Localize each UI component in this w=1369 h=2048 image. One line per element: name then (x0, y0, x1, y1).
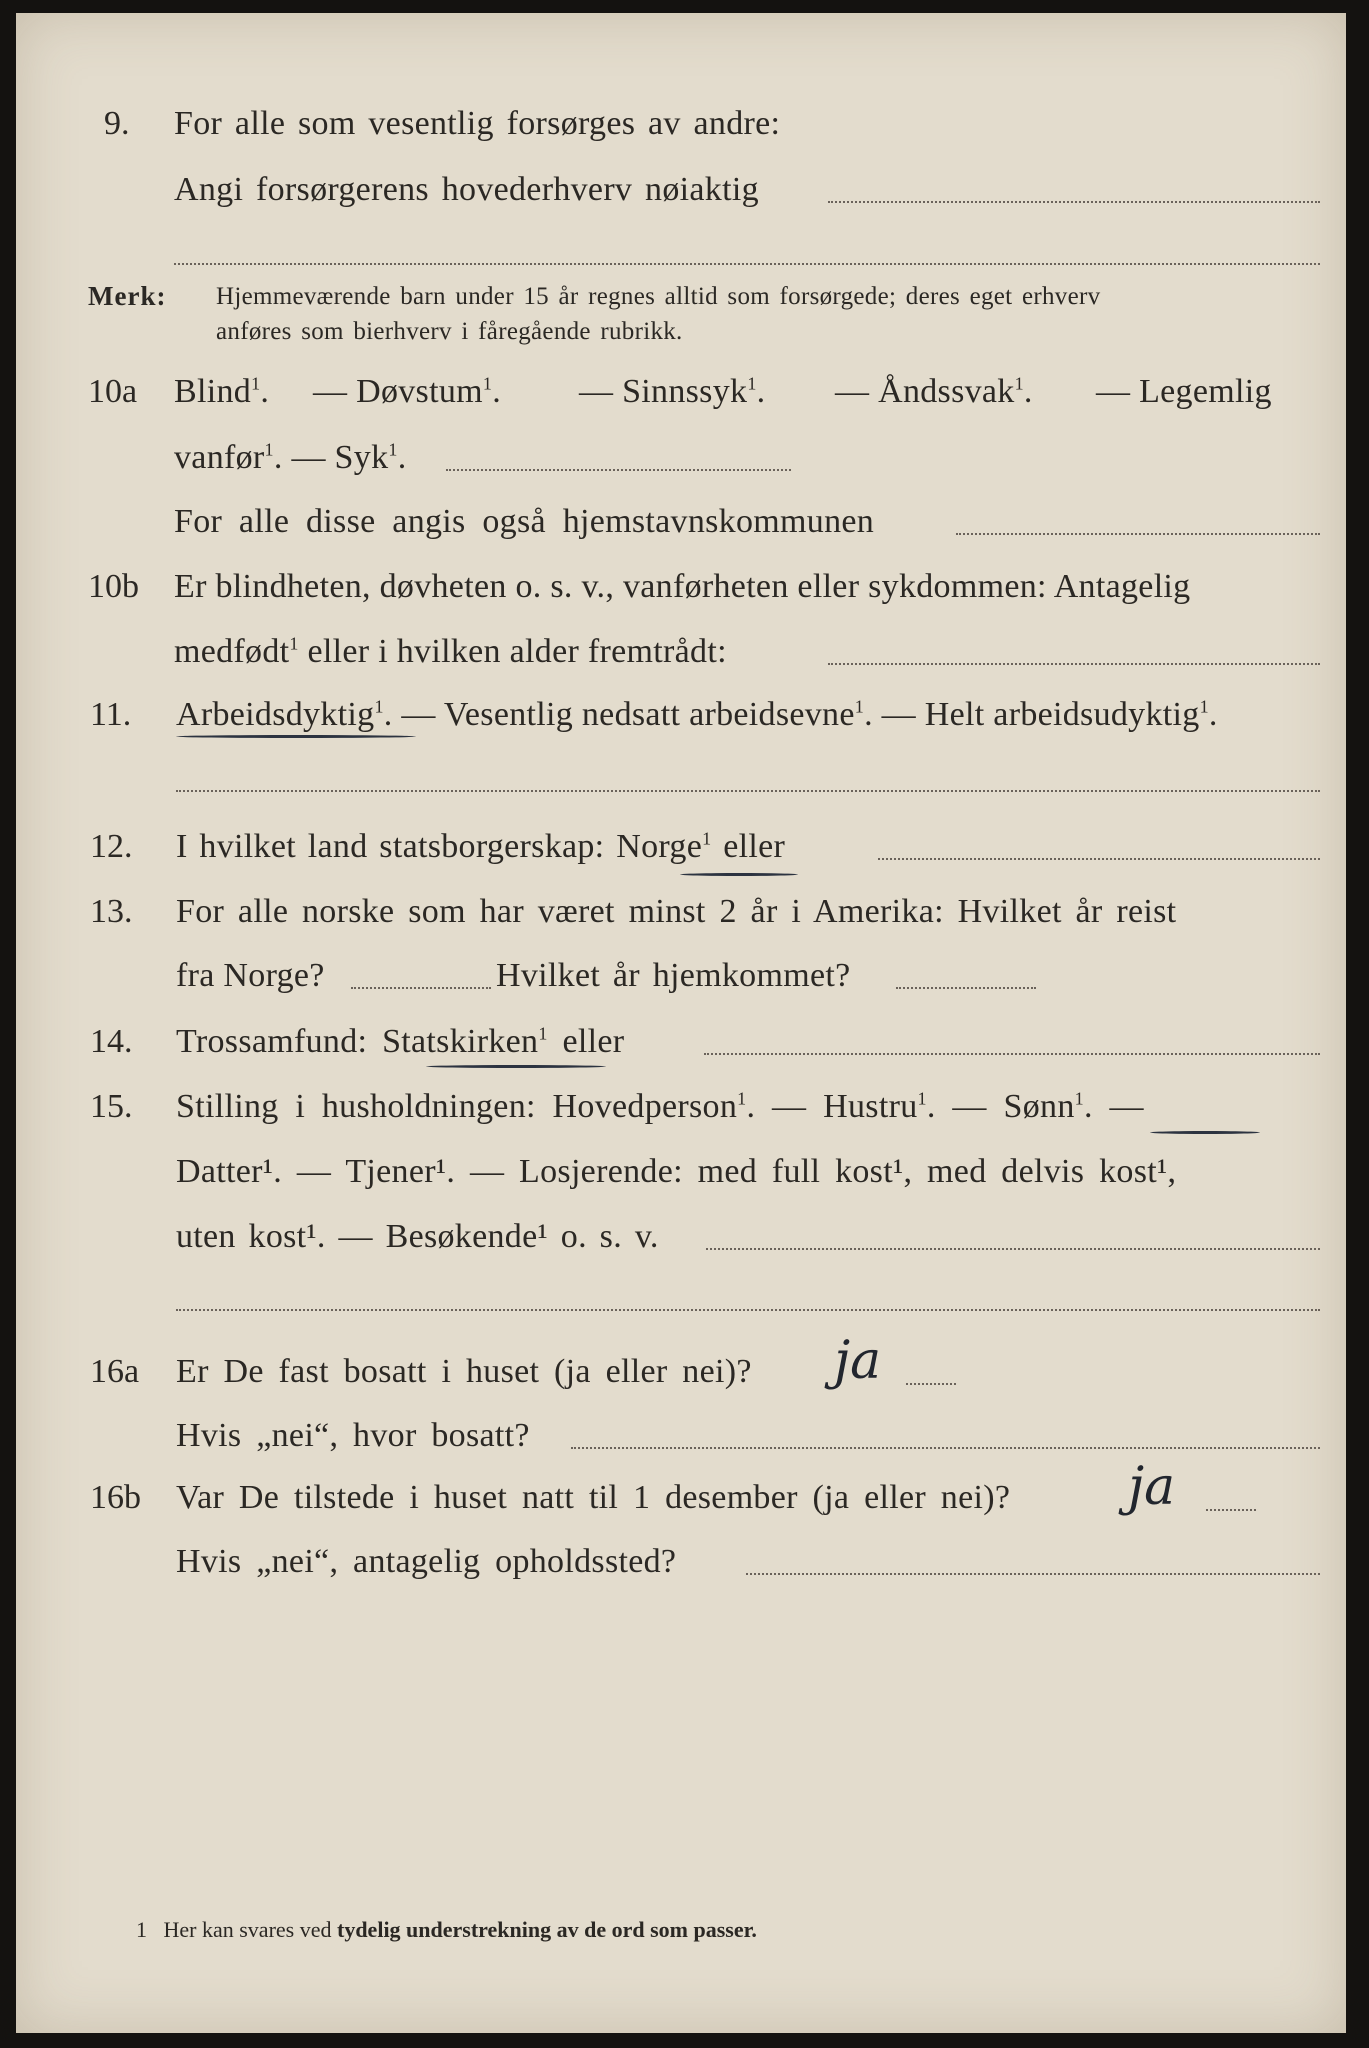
merk-line1: Hjemmeværende barn under 15 år regnes alltid som forsørgede; deres eget erhverv (216, 283, 1101, 310)
q10b-line2: medfødt$^1$ eller i hvilken alder fremtrådt: (174, 633, 727, 670)
q14-statskirken: Statskirken (382, 1023, 539, 1060)
q9-answer-field-2[interactable] (174, 263, 1320, 265)
q13-line2b: Hvilket år hjemkommet? (496, 957, 851, 994)
q15-line1: Stilling i husholdningen: Hovedperson$^1$. — Hustru$^1$. — Sønn$^1$. — (176, 1088, 1144, 1125)
q10a-legemlig: — Legemlig (1096, 373, 1272, 410)
q10a-sinnssyk: — Sinnssyk$^1$. (579, 373, 766, 410)
q16a-answer-field[interactable] (906, 1383, 956, 1385)
q15-sonn: Sønn (1003, 1088, 1075, 1125)
q10a-hjemstavn-field[interactable] (956, 533, 1320, 535)
q16a-line2: Hvis „nei“, hvor bosatt? (176, 1417, 530, 1454)
q9-answer-field[interactable] (828, 201, 1320, 203)
q14-line: Trossamfund: Statskirken$^1$ eller (176, 1023, 625, 1060)
q16b-handwritten-answer: ja (1128, 1457, 1176, 1517)
q16b-line1: Var De tilstede i huset natt til 1 desember (ja eller nei)? (176, 1479, 1011, 1516)
q12-norge: Norge (616, 828, 703, 865)
merk-line2: anføres som bierhverv i fåregående rubrikk. (216, 318, 683, 345)
q13-year-left-field[interactable] (351, 987, 491, 989)
q15-answer-field-2[interactable] (176, 1309, 1320, 1311)
q10a-andssvak: — Åndssvak$^1$. (835, 373, 1033, 410)
q9-line1: For alle som vesentlig forsørges av andre: (174, 105, 781, 142)
q15-line3: uten kost¹. — Besøkende¹ o. s. v. (176, 1218, 659, 1255)
merk-label: Merk: (88, 281, 167, 311)
q15-line2: Datter¹. — Tjener¹. — Losjerende: med full kost¹, med delvis kost¹, (176, 1153, 1177, 1190)
q16b-location-field[interactable] (746, 1573, 1320, 1575)
q10a-line3: For alle disse angis også hjemstavnskommunen (174, 503, 875, 540)
q16b-line2: Hvis „nei“, antagelig opholdssted? (176, 1543, 677, 1580)
q12-answer-field[interactable] (878, 858, 1320, 860)
q12-handwritten-underline (680, 873, 798, 876)
q16a-line1: Er De fast bosatt i huset (ja eller nei)? (176, 1353, 752, 1390)
q10b-answer-field[interactable] (828, 663, 1320, 665)
q15-number: 15. (90, 1088, 133, 1125)
q11-number: 11. (90, 696, 132, 733)
q14-handwritten-underline (426, 1065, 606, 1068)
q13-line2a: fra Norge? (176, 957, 325, 994)
q11-line: Arbeidsdyktig$^1$. — Vesentlig nedsatt arbeidsevne$^1$. — Helt arbeidsudyktig$^1$. (176, 696, 1218, 733)
q10a-vanfor-syk: vanfør$^1$. — Syk$^1$. (174, 439, 407, 476)
q10a-dovstum: — Døvstum$^1$. (313, 373, 502, 410)
q15-answer-field[interactable] (706, 1248, 1320, 1250)
q10a-number: 10a (88, 373, 138, 410)
q10a-answer-field[interactable] (446, 469, 791, 471)
q16a-number: 16a (90, 1353, 140, 1390)
q11-handwritten-underline (176, 735, 416, 738)
q14-number: 14. (90, 1023, 133, 1060)
q13-line1: For alle norske som har været minst 2 år i Amerika: Hvilket år reist (176, 893, 1177, 930)
q13-number: 13. (90, 893, 133, 930)
q16a-handwritten-answer: ja (834, 1331, 882, 1391)
q16a-location-field[interactable] (571, 1447, 1320, 1449)
q10b-line1: Er blindheten, døvheten o. s. v., vanførheten eller sykdommen: Antagelig (174, 568, 1191, 605)
q16b-answer-field[interactable] (1206, 1509, 1256, 1511)
q9-number: 9. (104, 105, 130, 142)
q14-answer-field[interactable] (704, 1053, 1320, 1055)
q12-line: I hvilket land statsborgerskap: Norge$^1$ eller (176, 828, 786, 865)
q9-line2: Angi forsørgerens hovederhverv nøiaktig (174, 171, 759, 208)
q10a-blind: Blind$^1$. (174, 373, 270, 410)
census-form-page (16, 13, 1346, 2033)
q15-handwritten-underline (1150, 1131, 1260, 1134)
q16b-number: 16b (90, 1479, 141, 1516)
q10b-number: 10b (88, 568, 139, 605)
q12-number: 12. (90, 828, 133, 865)
q13-year-returned-field[interactable] (896, 987, 1036, 989)
q11-answer-field[interactable] (176, 790, 1320, 792)
footnote: 1 Her kan svares ved tydelig understrekning av de ord som passer. (136, 1917, 757, 1942)
